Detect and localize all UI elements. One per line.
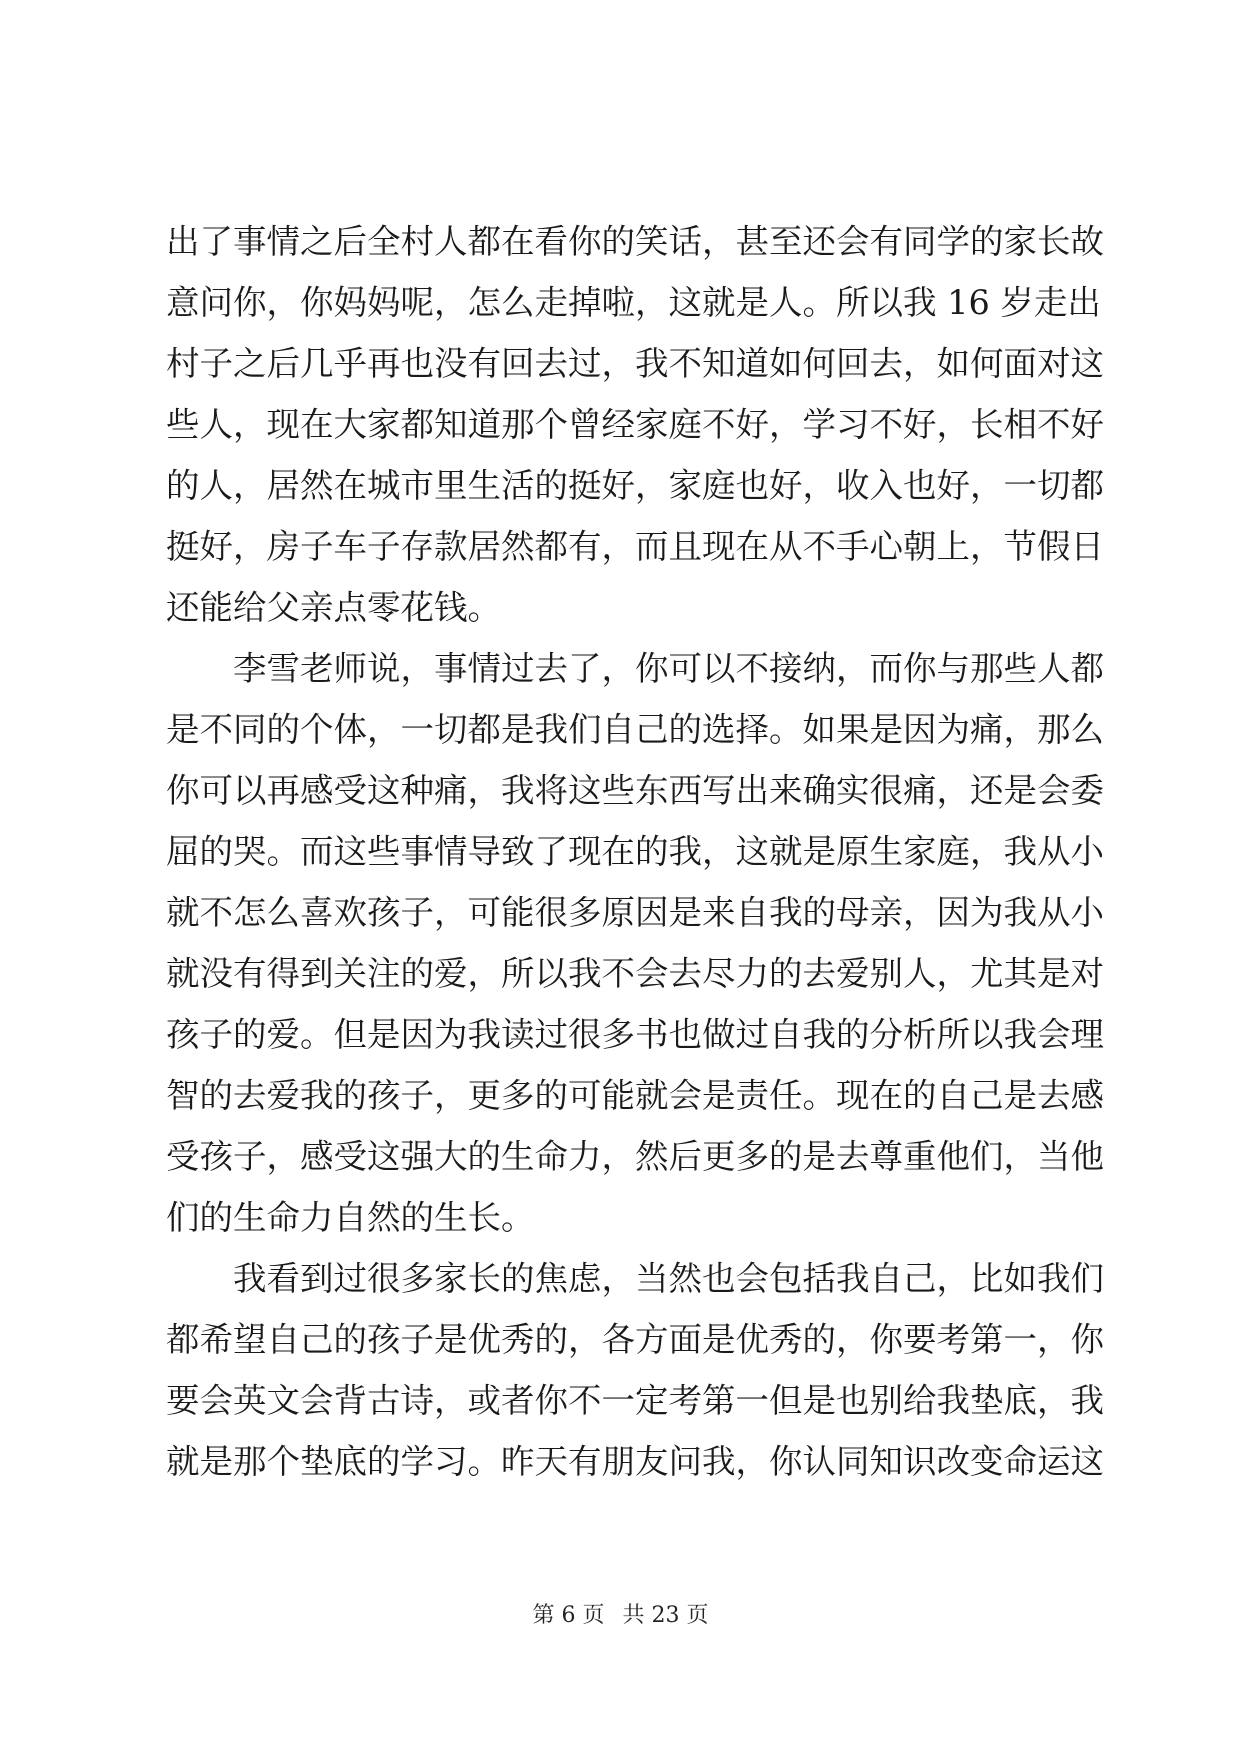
- text-line: 们的生命力自然的生长。: [166, 1198, 535, 1237]
- page-total: 共 23 页: [622, 1603, 709, 1628]
- page-number: 第 6 页: [532, 1603, 605, 1628]
- text-line: 我看到过很多家长的焦虑，当然也会包括我自己，比如我们: [233, 1259, 1104, 1298]
- text-line: 受孩子，感受这强大的生命力，然后更多的是去尊重他们，当他: [166, 1137, 1104, 1176]
- text-line: 屈的哭。而这些事情导致了现在的我，这就是原生家庭，我从小: [166, 832, 1104, 871]
- text-line: 些人，现在大家都知道那个曾经家庭不好，学习不好，长相不好: [166, 405, 1104, 444]
- text-line: 是不同的个体，一切都是我们自己的选择。如果是因为痛，那么: [166, 710, 1104, 749]
- text-line: 李雪老师说，事情过去了，你可以不接纳，而你与那些人都: [233, 649, 1104, 688]
- text-line: 你可以再感受这种痛，我将这些东西写出来确实很痛，还是会委: [166, 771, 1104, 810]
- text-line: 出了事情之后全村人都在看你的笑话，甚至还会有同学的家长故: [166, 222, 1104, 261]
- text-line: 就是那个垫底的学习。昨天有朋友问我，你认同知识改变命运这: [166, 1442, 1104, 1481]
- page-footer: [0, 1602, 1241, 1630]
- text-line: 都希望自己的孩子是优秀的，各方面是优秀的，你要考第一，你: [166, 1320, 1104, 1359]
- text-line: 要会英文会背古诗，或者你不一定考第一但是也别给我垫底，我: [166, 1381, 1104, 1420]
- text-line: 挺好，房子车子存款居然都有，而且现在从不手心朝上，节假日: [166, 527, 1104, 566]
- text-line: 村子之后几乎再也没有回去过，我不知道如何回去，如何面对这: [166, 344, 1104, 383]
- text-line: 智的去爱我的孩子，更多的可能就会是责任。现在的自己是去感: [166, 1076, 1104, 1115]
- text-line: 的人，居然在城市里生活的挺好，家庭也好，收入也好，一切都: [166, 466, 1104, 505]
- text-line: 还能给父亲点零花钱。: [166, 588, 501, 627]
- text-line: 孩子的爱。但是因为我读过很多书也做过自我的分析所以我会理: [166, 1015, 1104, 1054]
- text-line: 意问你，你妈妈呢，怎么走掉啦，这就是人。所以我 16 岁走出: [166, 283, 1101, 322]
- text-line: 就不怎么喜欢孩子，可能很多原因是来自我的母亲，因为我从小: [166, 893, 1104, 932]
- text-line: 就没有得到关注的爱，所以我不会去尽力的去爱别人，尤其是对: [166, 954, 1104, 993]
